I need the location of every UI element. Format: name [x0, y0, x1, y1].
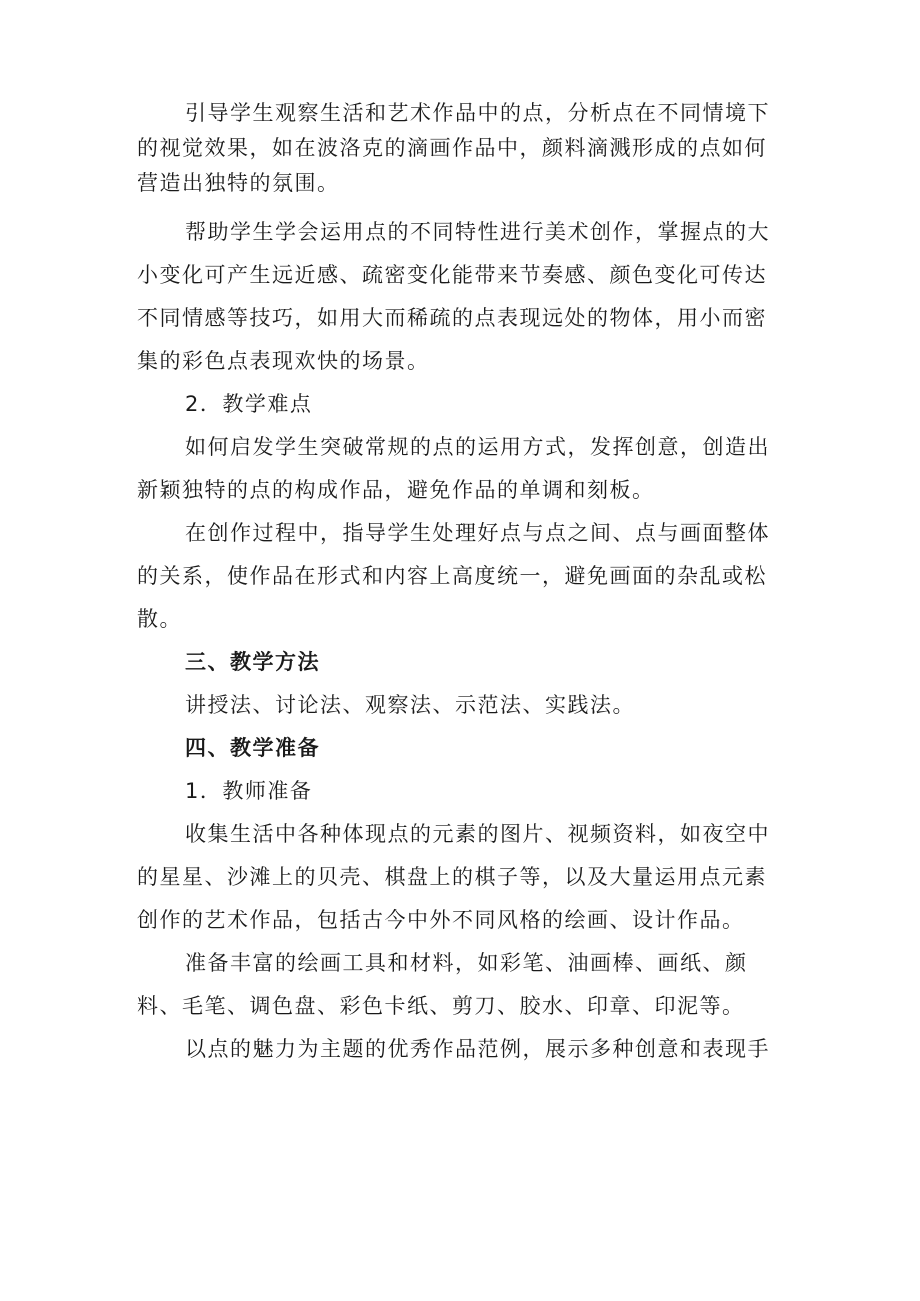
subheading-teacher-preparation: 1．教师准备 [185, 779, 313, 803]
paragraph-break-conventions: 如何启发学生突破常规的点的运用方式，发挥创意，创造出新颖独特的点的构成作品，避免作品的单调和刻板。 [137, 435, 770, 502]
paragraph-use-dot-features: 帮助学生学会运用点的不同特性进行美术创作，掌握点的大小变化可产生远近感、疏密变化能带来节奏感、颜色变化可传达不同情感等技巧，如用大而稀疏的点表现远处的物体，用小而密集的彩色点表现欢快的场景。 [137, 220, 770, 373]
paragraph-method-list: 讲授法、讨论法、观察法、示范法、实践法。 [185, 693, 635, 717]
paragraph-sample-works: 以点的魅力为主题的优秀作品范例，展示多种创意和表现手 [185, 1037, 770, 1061]
paragraph-dot-relationships: 在创作过程中，指导学生处理好点与点之间、点与画面整体的关系，使作品在形式和内容上高度统一，避免画面的杂乱或松散。 [137, 521, 770, 631]
section-heading-teaching-methods: 三、教学方法 [185, 650, 320, 674]
paragraph-collect-materials: 收集生活中各种体现点的元素的图片、视频资料，如夜空中的星星、沙滩上的贝壳、棋盘上的棋子等，以及大量运用点元素创作的艺术作品，包括古今中外不同风格的绘画、设计作品。 [137, 822, 770, 932]
subheading-teaching-difficulty: 2．教学难点 [185, 392, 313, 416]
paragraph-drawing-tools: 准备丰富的绘画工具和材料，如彩笔、油画棒、画纸、颜料、毛笔、调色盘、彩色卡纸、剪刀、胶水、印章、印泥等。 [137, 951, 748, 1018]
document-body [137, 96, 787, 1071]
section-heading-teaching-preparation: 四、教学准备 [185, 736, 320, 760]
paragraph-observe-dots: 引导学生观察生活和艺术作品中的点，分析点在不同情境下的视觉效果，如在波洛克的滴画作品中，颜料滴溅形成的点如何营造出独特的氛围。 [137, 101, 770, 195]
